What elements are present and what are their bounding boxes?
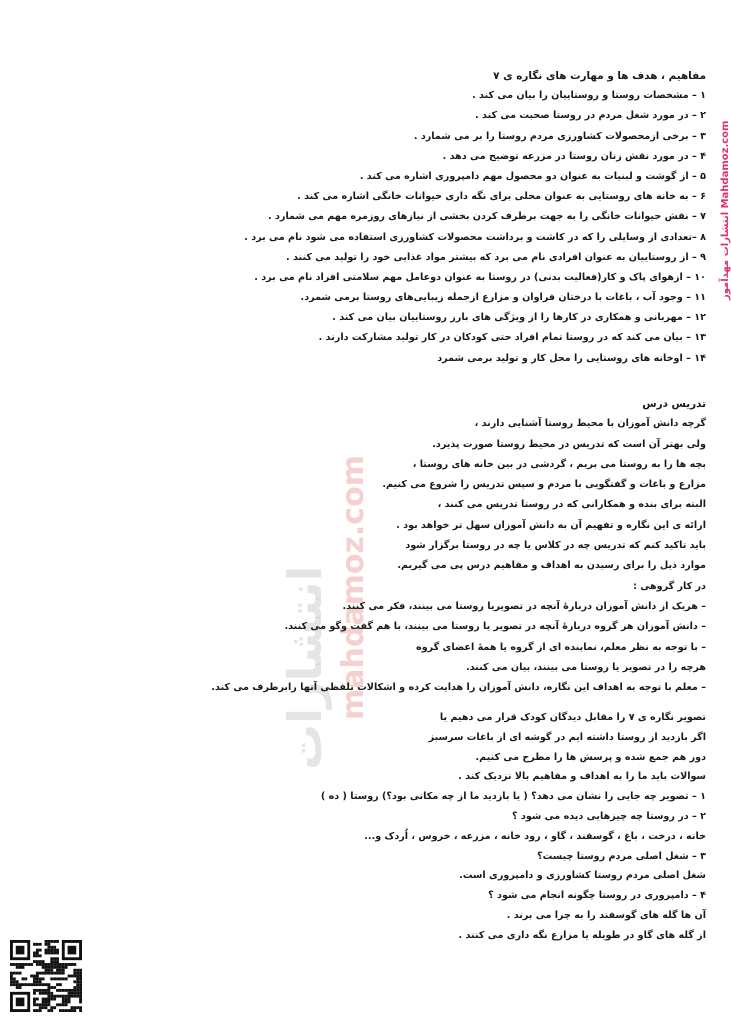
picture-line: ۲ – در روستا چه چیزهایی دیده می شود ؟	[511, 810, 706, 822]
picture-line: شغل اصلی مردم روستا کشاورزی و دامپروری است.	[459, 870, 706, 882]
side-banner	[708, 20, 731, 320]
objectives-section	[186, 66, 706, 369]
side-banner-text[interactable]: انتشارات مهدآموز Mahdamoz.com	[720, 120, 731, 300]
teaching-line: – با توجه به نظر معلم، نماینده ای از گروه یا همهٔ اعضای گروه	[416, 641, 706, 653]
objective-line: ۱۱ – وجود آب ، باغات با درختان فراوان و مزارع ازجمله زیبایی‌های روستا برمی شمرد.	[300, 292, 706, 304]
picture-line: خانه ، درخت ، باغ ، گوسفند ، گاو ، رود خانه ، مزرعه ، خروس ، اُردک و...	[364, 830, 706, 842]
objective-line: ۱۴ – اوخانه های روستایی را محل کار و تولید برمی شمرد	[437, 352, 706, 364]
teaching-line: در کار گروهی :	[633, 580, 706, 592]
picture-line: اگر بازدید از روستا داشته ایم در گوشه ای از باغات سرسبز	[428, 731, 706, 743]
objective-line: ۵ – از گوشت و لبنیات به عنوان دو محصول مهم دامپروری اشاره می کند .	[359, 170, 706, 182]
picture-line: ۳ – شغل اصلی مردم روستا چیست؟	[537, 850, 706, 862]
objective-line: ۱ – مشخصات روستا و روستاییان را بیان می کند .	[472, 90, 706, 102]
teaching-line: موارد ذیل را برای رسیدن به اهداف و مفاهیم درس پی می گیریم.	[397, 560, 706, 572]
picture-line: آن ها گله های گوسفند را به چرا می برند .	[506, 909, 706, 921]
teaching-line: ارائه ی این نگاره و تفهیم آن به دانش آموزان سهل تر خواهد بود .	[396, 519, 706, 531]
teaching-line: باید تاکید کنم که تدریس چه در کلاس یا چه در روستا برگزار شود	[405, 540, 706, 552]
picture-line: از گله های گاو در طویله یا مزارع نگه داری می کنند .	[458, 929, 706, 941]
objectives-title: مفاهیم ، هدف ها و مهارت های نگاره ی ۷	[493, 70, 706, 82]
objective-line: ۳ – برخی ازمحصولات کشاورزی مردم روستا را بر می شمارد .	[413, 130, 706, 142]
teaching-line: – هریک از دانش آموزان دربارهٔ آنچه در تصویریا روستا می بینند، فکر می کنند.	[342, 600, 706, 612]
objective-line: ۲ – در مورد شغل مردم در روستا صحبت می کند .	[475, 110, 706, 122]
picture-list	[186, 708, 706, 946]
objective-line: ۶ – به خانه های روستایی به عنوان محلی برای نگه داری حیوانات خانگی اشاره می کند .	[297, 191, 706, 203]
objective-line: ۴ – در مورد نقش زنان روستا در مزرعه توضیح می دهد .	[442, 150, 706, 162]
objective-line: ۷ – نقش حیوانات خانگی را به جهت برطرف کردن بخشی از نیازهای روزمره مهم می شمارد .	[268, 211, 706, 223]
picture-line: تصویر نگاره ی ۷ را مقابل دیدگان کودک قرار می دهیم یا	[439, 712, 706, 723]
objective-line: ۹ – از روستاییان به عنوان افرادی نام می برد که بیشتر مواد غذایی خود را تولید می کنند .	[286, 251, 706, 263]
teaching-line: هرچه را در تصویر یا روستا می بینند، بیان می کنند.	[465, 661, 706, 673]
watermark-site-text: mahdamoz.com	[336, 455, 371, 720]
picture-line: سوالات باید ما را به اهداف و مفاهیم بالا نزدیک کند .	[458, 771, 706, 783]
teaching-list	[186, 414, 706, 698]
qr-code-icon[interactable]	[10, 940, 82, 1012]
objective-line: ۸ –تعدادی از وسایلی را که در کاشت و برداشت محصولات کشاورزی استفاده می شود نام می برد .	[244, 231, 706, 243]
objective-line: ۱۳ – بیان می کند که در روستا تمام افراد حتی کودکان در کار تولید مشارکت دارند .	[318, 332, 706, 344]
teaching-line: – معلم با توجه به اهداف این نگاره، دانش آموزان را هدایت کرده و اشکالات تلفظی آنها رابرطرف می کند.	[211, 682, 706, 694]
teaching-section	[186, 394, 706, 698]
teaching-title: تدریس درس	[642, 398, 706, 410]
objective-line: ۱۲ – مهربانی و همکاری در کارها را از ویژگی های بارز روستاییان بیان می کند .	[332, 312, 706, 324]
objectives-list	[186, 86, 706, 369]
teaching-line: البته برای بنده و همکارانی که در روستا تدریس می کنند ،	[437, 499, 706, 511]
picture-line: دور هم جمع شده و پرسش ها را مطرح می کنیم.	[475, 751, 706, 763]
picture-line: ۱ – تصویر چه جایی را نشان می دهد؟ ( یا بازدید ما از چه مکانی بود؟) روستا ( ده )	[320, 791, 706, 803]
watermark-publisher-text: انتشارات	[278, 565, 332, 770]
teaching-line: – دانش آموزان هر گروه دربارهٔ آنچه در تصویر یا روستا می بینند، با هم گفت وگو می کنند.	[284, 621, 706, 633]
teaching-line: بچه ها را به روستا می بریم ، گردشی در بین خانه های روستا ،	[412, 458, 706, 470]
teaching-line: ولی بهتر آن است که تدریس در محیط روستا صورت پذیرد.	[432, 438, 706, 450]
objective-line: ۱۰ – ازهوای پاک و کار(فعالیت بدنی) در روستا به عنوان دوعامل مهم سلامتی افراد نام می برد .	[254, 271, 706, 283]
teaching-line: گرچه دانش آموزان با محیط روستا آشنایی دارند ،	[474, 418, 706, 430]
picture-section	[186, 708, 706, 946]
picture-line: ۴ – دامپروری در روستا چگونه انجام می شود ؟	[488, 890, 706, 902]
teaching-line: مزارع و باغات و گفتگویی با مردم و سپس تدریس را شروع می کنیم.	[382, 479, 706, 491]
